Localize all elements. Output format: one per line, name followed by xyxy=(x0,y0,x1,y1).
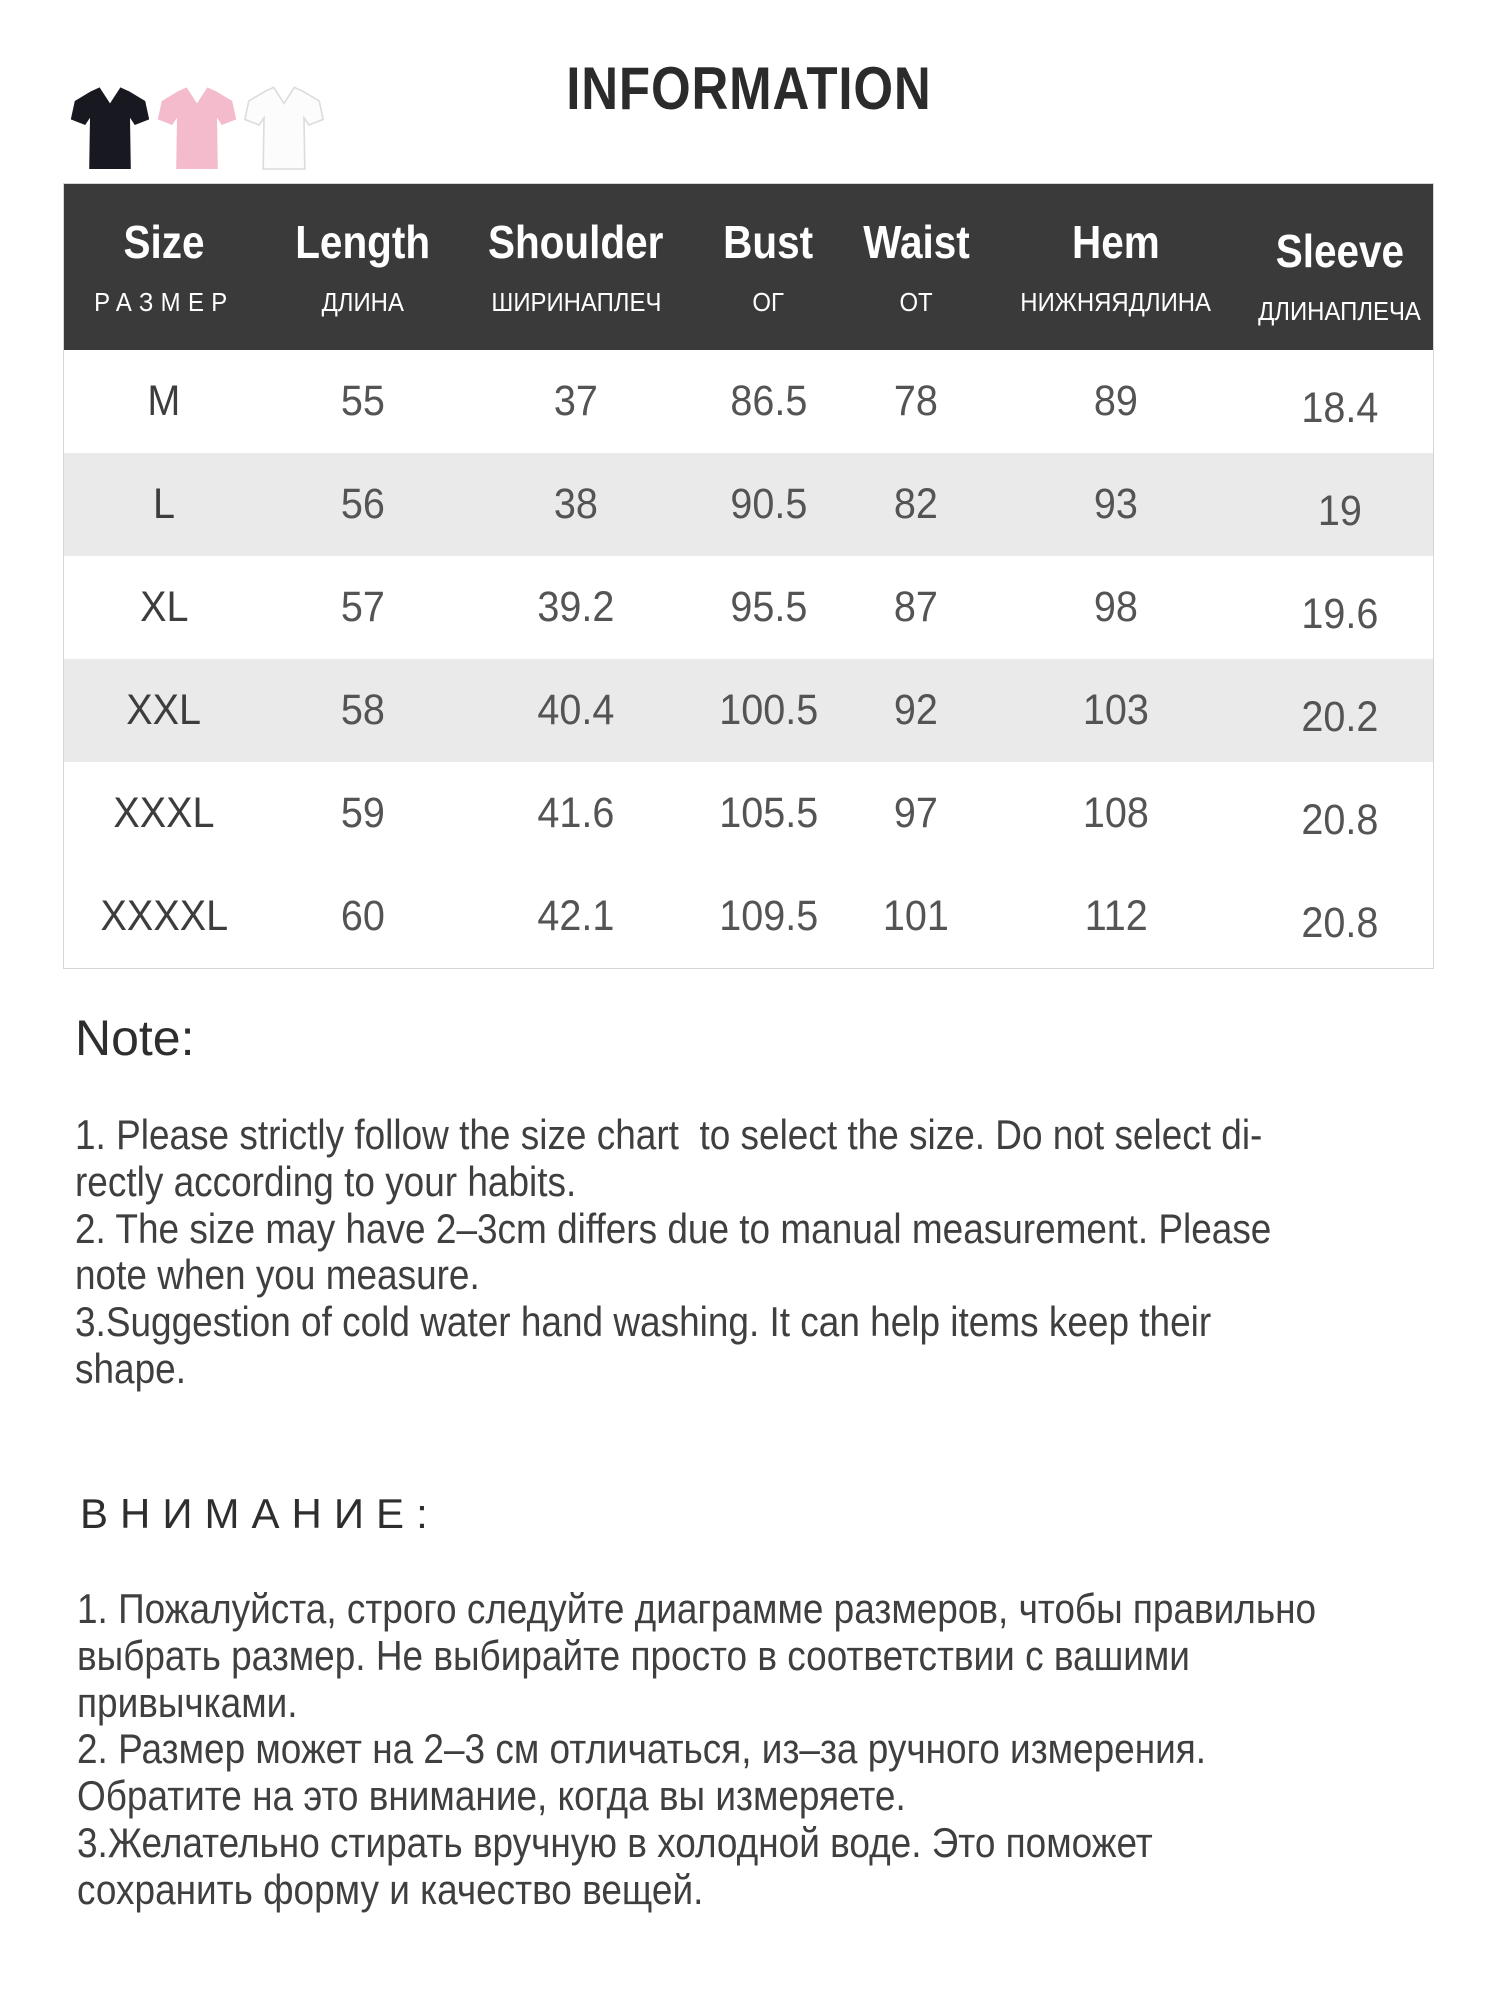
column-header-waist: Waist ОТ xyxy=(846,184,986,350)
cell-waist: 92 xyxy=(846,659,986,762)
note-line: 3.Suggestion of cold water hand washing. It can help items keep their xyxy=(75,1298,1212,1346)
cell-bust: 90.5 xyxy=(691,453,846,556)
cell-shoulder: 42.1 xyxy=(537,892,615,940)
note-line: 2. Размер может на 2–3 см отличаться, из–за ручного измерения. xyxy=(77,1725,1207,1773)
size-row-m xyxy=(64,350,1433,453)
cell-waist: 78 xyxy=(893,377,939,425)
cell-size: XXXL xyxy=(113,789,215,837)
note-line: 2. The size may have 2–3cm differs due to manual measurement. Please xyxy=(75,1204,1272,1252)
cell-length: 57 xyxy=(340,583,385,631)
cell-size: XL xyxy=(139,583,189,631)
cell-shoulder: 41.6 xyxy=(537,789,615,837)
note-line: 1. Please strictly follow the size chart to select the size. Do not select di- xyxy=(75,1111,1263,1158)
cell-shoulder: 38 xyxy=(461,453,691,556)
note-line: rectly according to your habits. xyxy=(75,1157,577,1205)
size-chart xyxy=(63,183,1434,969)
note-text-english xyxy=(75,1112,1465,1393)
size-row-xxxxl xyxy=(64,865,1433,968)
cell-length: 58 xyxy=(264,659,461,762)
note-heading: Note: xyxy=(75,1010,195,1066)
cell-size: XXL xyxy=(64,659,264,762)
cell-hem: 93 xyxy=(986,453,1246,556)
size-chart-header-row xyxy=(64,184,1433,350)
note-line: shape. xyxy=(75,1344,186,1392)
cell-length: 59 xyxy=(340,789,385,837)
cell-bust: 95.5 xyxy=(729,583,807,631)
note-line: Обратите на это внимание, когда вы измеряете. xyxy=(77,1772,906,1820)
column-header-size: Size РАЗМЕР xyxy=(64,184,264,350)
size-row-xxxl xyxy=(64,762,1433,865)
cell-sleeve: 19.6 xyxy=(1300,590,1378,638)
cell-size: XXXXL xyxy=(100,892,228,940)
note-line: 1. Пожалуйста, строго следуйте диаграмме размеров, чтобы правильно xyxy=(77,1585,1317,1632)
cell-sleeve: 20.8 xyxy=(1300,796,1378,844)
cell-size: L xyxy=(64,453,264,556)
cell-bust: 105.5 xyxy=(718,789,818,837)
note-line: сохранить форму и качество вещей. xyxy=(77,1865,704,1913)
cell-bust: 100.5 xyxy=(691,659,846,762)
size-row-l xyxy=(64,453,1433,556)
cell-bust: 109.5 xyxy=(718,892,818,940)
cell-length: 56 xyxy=(264,453,461,556)
column-header-length: Length ДЛИНА xyxy=(264,184,461,350)
cell-hem: 98 xyxy=(1093,583,1139,631)
size-row-xl xyxy=(64,556,1433,659)
column-header-shoulder: Shoulder ШИРИНАПЛЕЧ xyxy=(461,184,691,350)
column-header-bust: Bust ОГ xyxy=(691,184,846,350)
cell-waist: 82 xyxy=(846,453,986,556)
cell-sleeve: 20.2 xyxy=(1246,659,1433,762)
note-line: выбрать размер. Не выбирайте просто в соответствии с вашими xyxy=(77,1631,1190,1679)
cell-hem: 103 xyxy=(986,659,1246,762)
cell-sleeve: 19 xyxy=(1246,453,1433,556)
cell-waist: 97 xyxy=(893,789,939,837)
column-header-hem: Hem НИЖНЯЯДЛИНА xyxy=(986,184,1246,350)
cell-hem: 89 xyxy=(1093,377,1139,425)
cell-length: 55 xyxy=(340,377,385,425)
cell-size: M xyxy=(147,377,181,425)
cell-length: 60 xyxy=(340,892,385,940)
cell-shoulder: 37 xyxy=(553,377,599,425)
cell-hem: 112 xyxy=(1084,892,1148,940)
cell-waist: 101 xyxy=(882,892,950,940)
cell-waist: 87 xyxy=(893,583,939,631)
cell-bust: 86.5 xyxy=(729,377,807,425)
size-row-xxl xyxy=(64,659,1433,762)
note-line: note when you measure. xyxy=(75,1251,480,1299)
note-text-russian xyxy=(77,1586,1467,1914)
note-line: 3.Желательно стирать вручную в холодной воде. Это поможет xyxy=(77,1818,1153,1866)
page-title: INFORMATION xyxy=(565,55,932,122)
cell-shoulder: 39.2 xyxy=(537,583,615,631)
cell-sleeve: 18.4 xyxy=(1300,384,1378,432)
attention-heading: ВНИМАНИЕ: xyxy=(80,1490,440,1537)
cell-sleeve: 20.8 xyxy=(1300,899,1378,947)
note-line: привычками. xyxy=(77,1678,298,1726)
cell-hem: 108 xyxy=(1082,789,1150,837)
cell-shoulder: 40.4 xyxy=(461,659,691,762)
column-header-sleeve: Sleeve ДЛИНАПЛЕЧА xyxy=(1246,184,1433,350)
